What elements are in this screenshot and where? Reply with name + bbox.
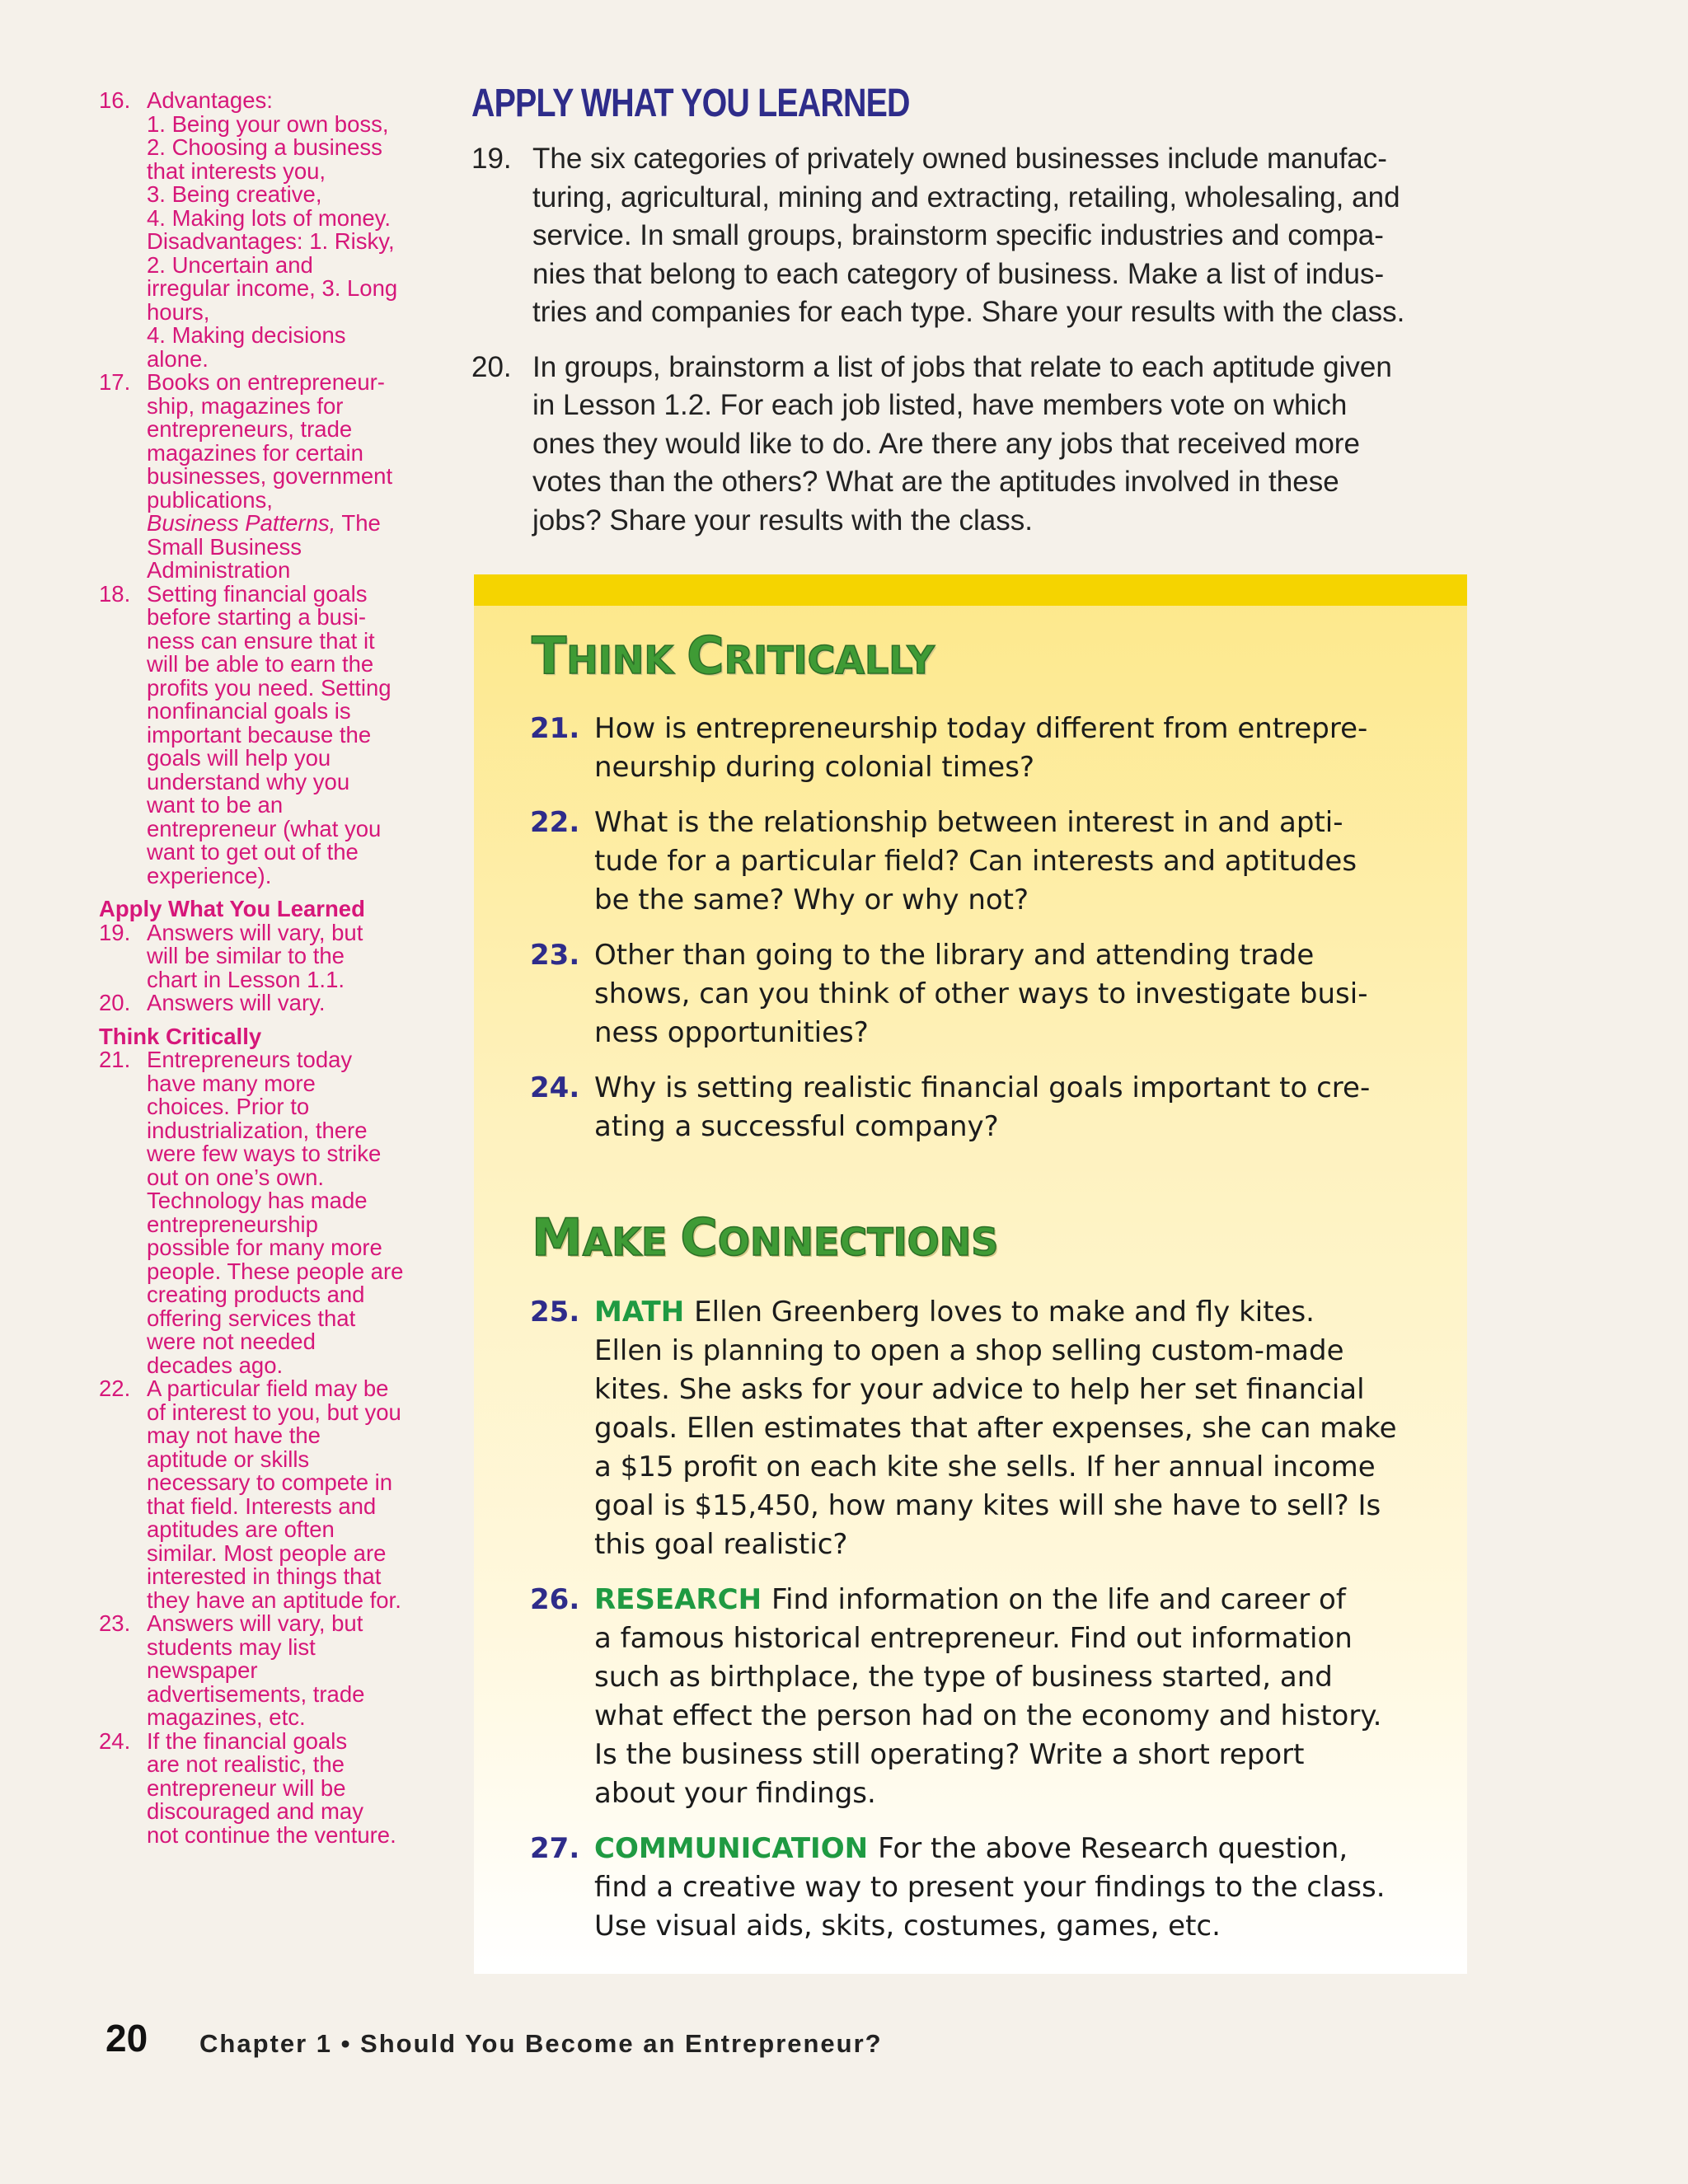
annotation-text <box>147 89 437 371</box>
annotation-line: chart in Lesson 1.1. <box>147 966 345 992</box>
annotation-line: publications, <box>147 486 273 513</box>
annotation-line: Answers will vary, but <box>147 919 363 945</box>
annotation-line: interested in things that <box>147 1563 382 1589</box>
annotation-line: entrepreneur will be <box>147 1774 346 1801</box>
question-number: 23. <box>530 939 580 972</box>
annotation-number: 21. <box>99 1047 131 1072</box>
question-line-text: a $15 profit on each kite she sells. If her annual income <box>594 1451 1376 1483</box>
annotation-text <box>147 1377 437 1612</box>
annotation-item <box>99 1377 437 1612</box>
question-line <box>594 1774 1437 1813</box>
annotation-text <box>147 1048 437 1377</box>
annotation-line: aptitude or skills <box>147 1446 310 1472</box>
question-line: in Lesson 1.2. For each job listed, have members vote on which <box>532 389 1348 421</box>
annotation-text <box>147 580 437 888</box>
question-line <box>594 1697 1437 1736</box>
question-line-text: what effect the person had on the economy and history. <box>594 1699 1382 1732</box>
apply-question <box>471 349 1469 541</box>
question-line-text: shows, can you think of other ways to investigate busi- <box>594 977 1368 1010</box>
annotation-line: ship, magazines for <box>147 392 344 419</box>
annotation-line: 4. Making decisions <box>147 322 346 348</box>
annotation-line: people. These people are <box>147 1258 404 1284</box>
chapter-footer: Chapter 1 • Should You Become an Entrepreneur? <box>199 2029 883 2058</box>
make-connections-question <box>530 1830 1437 1946</box>
annotation-line: advertisements, trade <box>147 1680 365 1707</box>
annotation-line: alone. <box>147 345 209 372</box>
make-connections-question <box>530 1293 1437 1564</box>
question-line: turing, agricultural, mining and extracting, retailing, wholesaling, and <box>532 180 1400 213</box>
annotation-line: magazines, etc. <box>147 1704 306 1730</box>
question-line: votes than the others? What are the aptitudes involved in these <box>532 466 1339 498</box>
annotation-text <box>147 1612 437 1730</box>
annotation-line: creating products and <box>147 1282 365 1307</box>
question-number: 25. <box>530 1296 580 1329</box>
annotation-line: want to get out of the <box>147 839 359 865</box>
question-number: 20. <box>471 350 512 383</box>
question-line-text: about your findings. <box>594 1777 876 1810</box>
subject-tag: COMMUNICATION <box>594 1832 869 1865</box>
annotation-text <box>147 371 437 583</box>
question-line-text: a famous historical entrepreneur. Find out information <box>594 1622 1353 1655</box>
annotation-fragment: The <box>335 510 381 536</box>
annotation-number: 22. <box>99 1376 131 1401</box>
question-text <box>594 1069 1437 1146</box>
annotation-line: 1. Being your own boss, <box>147 110 389 137</box>
annotation-line: entrepreneurs, trade <box>147 416 353 442</box>
question-line-text: How is entrepreneurship today different from entrepre- <box>594 712 1368 745</box>
annotation-text <box>147 991 437 1015</box>
annotation-line: nonfinancial goals is <box>147 698 351 724</box>
question-line <box>594 1658 1437 1697</box>
question-line-text: goal is $15,450, how many kites will she have to sell? Is <box>594 1489 1381 1522</box>
question-line-text: For the above Research question, <box>878 1832 1348 1865</box>
question-text <box>594 1581 1437 1813</box>
make-connections-question <box>530 1581 1437 1813</box>
question-line-text: Use visual aids, skits, costumes, games, etc. <box>594 1910 1221 1943</box>
annotation-line: experience). <box>147 862 272 888</box>
annotation-text <box>147 921 437 992</box>
box-top-bar <box>474 574 1467 606</box>
annotation-line: will be able to earn the <box>147 651 374 677</box>
think-critically-heading: THINK CRITICALLY <box>532 626 935 686</box>
annotation-line: understand why you <box>147 768 350 794</box>
annotation-line: discouraged and may <box>147 1798 363 1824</box>
annotation-line: 4. Making lots of money. <box>147 204 392 231</box>
annotation-text <box>147 1727 437 1848</box>
annotation-line: have many more <box>147 1070 316 1096</box>
question-text <box>594 936 1437 1052</box>
annotation-item <box>99 921 437 992</box>
annotation-line: Answers will vary. <box>147 990 326 1015</box>
question-line <box>594 1293 1437 1332</box>
annotation-line: they have an aptitude for. <box>147 1586 401 1613</box>
question-line <box>594 1907 1437 1946</box>
question-line-text: be the same? Why or why not? <box>594 883 1029 916</box>
question-line-text: Ellen Greenberg loves to make and fly kites. <box>694 1296 1315 1329</box>
question-number: 27. <box>530 1832 580 1865</box>
question-line <box>594 1409 1437 1448</box>
question-text <box>594 1830 1437 1946</box>
annotation-item <box>99 580 437 888</box>
annotation-line: important because the <box>147 721 372 748</box>
question-line <box>594 975 1437 1014</box>
annotation-item <box>99 1612 437 1730</box>
annotation-line: that interests you, <box>147 157 326 184</box>
question-line <box>594 1069 1437 1108</box>
question-number: 19. <box>471 143 512 175</box>
question-line: ones they would like to do. Are there any jobs that received more <box>532 427 1360 460</box>
annotation-line: not continue the venture. <box>147 1821 396 1848</box>
annotation-line: may not have the <box>147 1422 321 1448</box>
annotation-line: industrialization, there <box>147 1117 368 1143</box>
annotation-number: 20. <box>99 990 131 1015</box>
think-critically-question <box>530 804 1437 920</box>
annotation-line: 2. Choosing a business <box>147 134 382 160</box>
question-text <box>532 140 1469 332</box>
question-line-text: kites. She asks for your advice to help her set financial <box>594 1373 1365 1406</box>
annotation-line: profits you need. Setting <box>147 674 392 701</box>
annotation-line: magazines for certain <box>147 439 363 466</box>
question-line-text: Other than going to the library and attending trade <box>594 939 1315 972</box>
question-number: 22. <box>530 806 580 839</box>
annotation-line: irregular income, 3. Long <box>147 275 398 301</box>
apply-question-list <box>471 140 1469 556</box>
question-text <box>594 710 1437 787</box>
question-line <box>594 1830 1437 1868</box>
question-line-text: this goal realistic? <box>594 1528 848 1561</box>
think-critically-question <box>530 936 1437 1052</box>
question-line: jobs? Share your results with the class. <box>532 504 1033 537</box>
question-line-text: ating a successful company? <box>594 1110 999 1143</box>
annotation-item <box>99 1048 437 1377</box>
annotation-line: Answers will vary, but <box>147 1610 363 1636</box>
annotation-line: were not needed <box>147 1329 316 1354</box>
question-line: tries and companies for each type. Share your results with the class. <box>532 296 1405 328</box>
question-line-text: Ellen is planning to open a shop selling custom-made <box>594 1334 1344 1367</box>
question-line <box>594 881 1437 920</box>
annotation-line: Technology has made <box>147 1188 368 1213</box>
question-line-text: such as birthplace, the type of business started, and <box>594 1661 1333 1694</box>
question-line-text: tude for a particular field? Can interests and aptitudes <box>594 845 1357 878</box>
question-line <box>594 936 1437 975</box>
question-line <box>594 748 1437 787</box>
annotation-line: before starting a busi- <box>147 604 366 630</box>
annotation-line: will be similar to the <box>147 943 345 968</box>
annotation-item <box>99 1727 437 1848</box>
question-line-text: ness opportunities? <box>594 1016 869 1049</box>
question-line <box>594 842 1437 881</box>
annotation-number: 17. <box>99 369 131 395</box>
question-line <box>594 1581 1437 1619</box>
question-line <box>594 1108 1437 1146</box>
annotation-line: were few ways to strike <box>147 1141 382 1166</box>
question-line-text: Is the business still operating? Write a short report <box>594 1738 1305 1771</box>
question-text <box>594 804 1437 920</box>
think-critically-question <box>530 710 1437 787</box>
question-line <box>594 1487 1437 1526</box>
annotation-line: want to be an <box>147 792 284 818</box>
question-line: nies that belong to each category of business. Make a list of indus- <box>532 257 1385 290</box>
question-text <box>594 1293 1437 1564</box>
question-line <box>594 710 1437 748</box>
question-line <box>594 1526 1437 1564</box>
annotation-line: out on one’s own. <box>147 1164 325 1190</box>
annotation-line: Entrepreneurs today <box>147 1047 353 1072</box>
think-critically-question <box>530 1069 1437 1146</box>
annotation-line: A particular field may be <box>147 1376 389 1401</box>
annotation-line: Disadvantages: 1. Risky, <box>147 228 395 254</box>
question-line: The six categories of privately owned businesses include manufac- <box>532 143 1387 175</box>
annotation-number: 18. <box>99 580 131 607</box>
question-line-text: What is the relationship between interest in and apti- <box>594 806 1343 839</box>
make-connections-list <box>530 1293 1437 1962</box>
question-number: 24. <box>530 1071 580 1104</box>
annotation-line: Advantages: <box>147 87 273 113</box>
annotation-line: necessary to compete in <box>147 1469 393 1495</box>
annotation-line: 2. Uncertain and <box>147 251 313 278</box>
annotation-item <box>99 371 437 583</box>
subject-tag: MATH <box>594 1296 685 1329</box>
question-number: 21. <box>530 712 580 745</box>
activity-box <box>474 574 1467 1974</box>
annotation-line: similar. Most people are <box>147 1540 387 1566</box>
annotation-line: entrepreneur (what you <box>147 815 382 841</box>
think-critically-list <box>530 710 1437 1163</box>
annotation-item <box>99 991 437 1015</box>
apply-section-title: APPLY WHAT YOU LEARNED <box>471 82 910 125</box>
annotation-line: hours, <box>147 298 210 325</box>
annotation-line: newspaper <box>147 1657 258 1683</box>
teacher-annotations <box>99 89 437 1847</box>
question-line <box>594 1332 1437 1371</box>
annotation-line: Books on entrepreneur- <box>147 369 385 395</box>
make-connections-heading: MAKE CONNECTIONS <box>532 1207 999 1268</box>
subject-tag: RESEARCH <box>594 1583 762 1616</box>
page-number: 20 <box>106 2017 148 2060</box>
question-line <box>594 1868 1437 1907</box>
question-line-text: goals. Ellen estimates that after expenses, she can make <box>594 1412 1397 1445</box>
annotation-number: 24. <box>99 1727 131 1754</box>
annotation-line: businesses, government <box>147 463 393 489</box>
annotation-item <box>99 89 437 371</box>
question-line <box>594 1448 1437 1487</box>
question-line-text: find a creative way to present your findings to the class. <box>594 1871 1386 1904</box>
annotation-line: aptitudes are often <box>147 1516 335 1542</box>
annotation-line: are not realistic, the <box>147 1751 345 1777</box>
annotation-italic: Business Patterns, <box>147 510 336 536</box>
annotation-line: that field. Interests and <box>147 1493 377 1519</box>
annot-apply-heading: Apply What You Learned <box>99 896 365 921</box>
annotation-line: offering services that <box>147 1305 356 1331</box>
annotation-line <box>147 512 437 536</box>
annotation-line: decades ago. <box>147 1352 284 1378</box>
annotation-line: students may list <box>147 1633 316 1660</box>
annotation-number: 16. <box>99 87 131 113</box>
question-line <box>594 1619 1437 1658</box>
annotation-number: 19. <box>99 919 131 945</box>
annotation-line: 3. Being creative, <box>147 181 322 207</box>
annotation-line: goals will help you <box>147 745 331 771</box>
question-text <box>532 349 1469 541</box>
annotation-line: If the financial goals <box>147 1727 348 1754</box>
annotation-line: ness can ensure that it <box>147 627 375 654</box>
question-line <box>594 1371 1437 1409</box>
annotation-line: possible for many more <box>147 1235 382 1260</box>
question-number: 26. <box>530 1583 580 1616</box>
annot-think-heading: Think Critically <box>99 1023 262 1049</box>
annotation-line: entrepreneurship <box>147 1211 318 1237</box>
annotation-number: 23. <box>99 1610 131 1636</box>
annotation-line: Small Business <box>147 533 302 560</box>
apply-question <box>471 140 1469 332</box>
question-line-text: Why is setting realistic financial goals important to cre- <box>594 1071 1371 1104</box>
question-line-text: Find information on the life and career of <box>771 1583 1346 1616</box>
question-line: In groups, brainstorm a list of jobs that relate to each aptitude given <box>532 350 1392 383</box>
annotation-line: of interest to you, but you <box>147 1399 401 1425</box>
question-line <box>594 804 1437 842</box>
annotation-line: Setting financial goals <box>147 580 368 607</box>
question-line <box>594 1014 1437 1052</box>
annotation-line: Administration <box>147 557 291 583</box>
question-line <box>594 1736 1437 1774</box>
question-line-text: neurship during colonial times? <box>594 751 1034 784</box>
question-line: service. In small groups, brainstorm specific industries and compa- <box>532 219 1384 251</box>
annotation-line: choices. Prior to <box>147 1094 310 1119</box>
